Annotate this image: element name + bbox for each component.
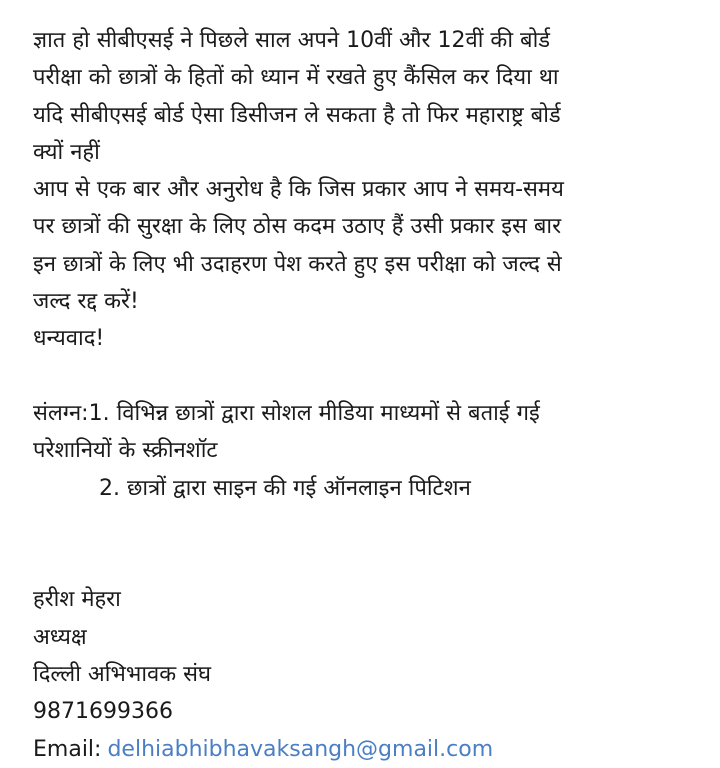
attachment-line-1: संलग्न:1. विभिन्न छात्रों द्वारा सोशल मीडिया माध्यमों से बताई गई bbox=[33, 400, 540, 426]
spacer bbox=[33, 507, 693, 544]
attachment-line-3: 2. छात्रों द्वारा साइन की गई ऑनलाइन पिटिशन bbox=[99, 475, 471, 501]
body-line-2: परीक्षा को छात्रों के हितों को ध्यान में रखते हुए कैंसिल कर दिया था bbox=[33, 65, 559, 91]
spacer bbox=[33, 544, 693, 581]
signature-phone: 9871699366 bbox=[33, 699, 173, 725]
email-link[interactable]: delhiabhibhavaksangh@gmail.com bbox=[107, 736, 494, 762]
spacer bbox=[33, 358, 693, 395]
thanks-line: धन्यवाद! bbox=[33, 326, 105, 352]
signature-name: हरीश मेहरा bbox=[33, 587, 121, 613]
letter-document bbox=[33, 22, 693, 768]
body-line-7: इन छात्रों के लिए भी उदाहरण पेश करते हुए इस परीक्षा को जल्द से bbox=[33, 251, 562, 277]
body-line-6: पर छात्रों की सुरक्षा के लिए ठोस कदम उठाए हैं उसी प्रकार इस बार bbox=[33, 214, 562, 240]
signature-title: अध्यक्ष bbox=[33, 624, 87, 650]
body-line-3: यदि सीबीएसई बोर्ड ऐसा डिसीजन ले सकता है तो फिर महाराष्ट्र बोर्ड bbox=[33, 102, 561, 128]
body-line-8: जल्द रद्द करें! bbox=[33, 289, 139, 315]
body-line-5: आप से एक बार और अनुरोध है कि जिस प्रकार आप ने समय-समय bbox=[33, 177, 564, 203]
attachment-line-2: परेशानियों के स्क्रीनशॉट bbox=[33, 438, 218, 464]
body-line-1: ज्ञात हो सीबीएसई ने पिछले साल अपने 10वीं और 12वीं की बोर्ड bbox=[33, 28, 551, 53]
signature-email-row bbox=[33, 731, 693, 768]
body-line-4: क्यों नहीं bbox=[33, 139, 100, 165]
email-label: Email: bbox=[33, 736, 102, 762]
signature-organization: दिल्ली अभिभावक संघ bbox=[33, 662, 212, 688]
